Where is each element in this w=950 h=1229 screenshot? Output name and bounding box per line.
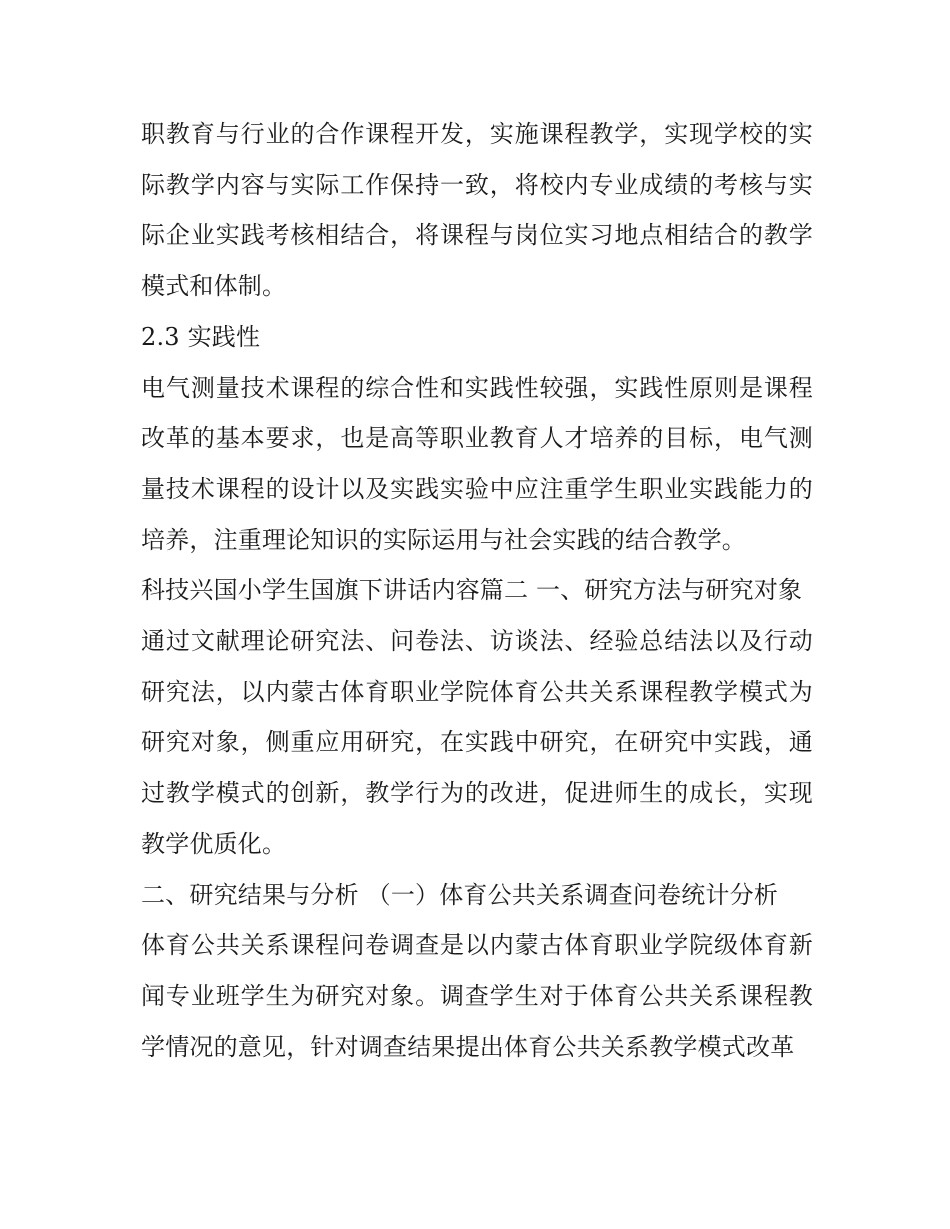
paragraph-practicality: 电气测量技术课程的综合性和实践性较强，实践性原则是课程改革的基本要求，也是高等职业教育人才培养的目标，电气测量技术课程的设计以及实践实验中应注重学生职业实践能力的培养，注重理论知识的实际运用与社会实践的结合教学。 (141, 373, 813, 554)
paragraph-survey: 体育公共关系课程问卷调查是以内蒙古体育职业学院级体育新闻专业班学生为研究对象。调查学生对于体育公共关系课程教学情况的意见，针对调查结果提出体育公共关系教学模式改革 (141, 931, 813, 1061)
paragraph-research-method-heading: 科技兴国小学生国旗下讲话内容篇二 一、研究方法与研究对象 (141, 576, 803, 605)
paragraph-teaching-model: 职教育与行业的合作课程开发，实施课程教学，实现学校的实际教学内容与实际工作保持一致，将校内专业成绩的考核与实际企业实践考核相结合，将课程与岗位实习地点相结合的教学模式和体制。 (141, 120, 813, 301)
paragraph-research-method: 通过文献理论研究法、问卷法、访谈法、经验总结法以及行动研究法，以内蒙古体育职业学院体育公共关系课程教学模式为研究对象，侧重应用研究，在实践中研究，在研究中实践，通过教学模式的创新，教学行为的改进，促进师生的成长，实现教学优质化。 (141, 627, 813, 858)
document-body (141, 109, 813, 1072)
paragraph-results-heading: 二、研究结果与分析 （一）体育公共关系调查问卷统计分析 (141, 880, 779, 909)
section-heading-practicality: 2.3 实践性 (141, 322, 261, 351)
